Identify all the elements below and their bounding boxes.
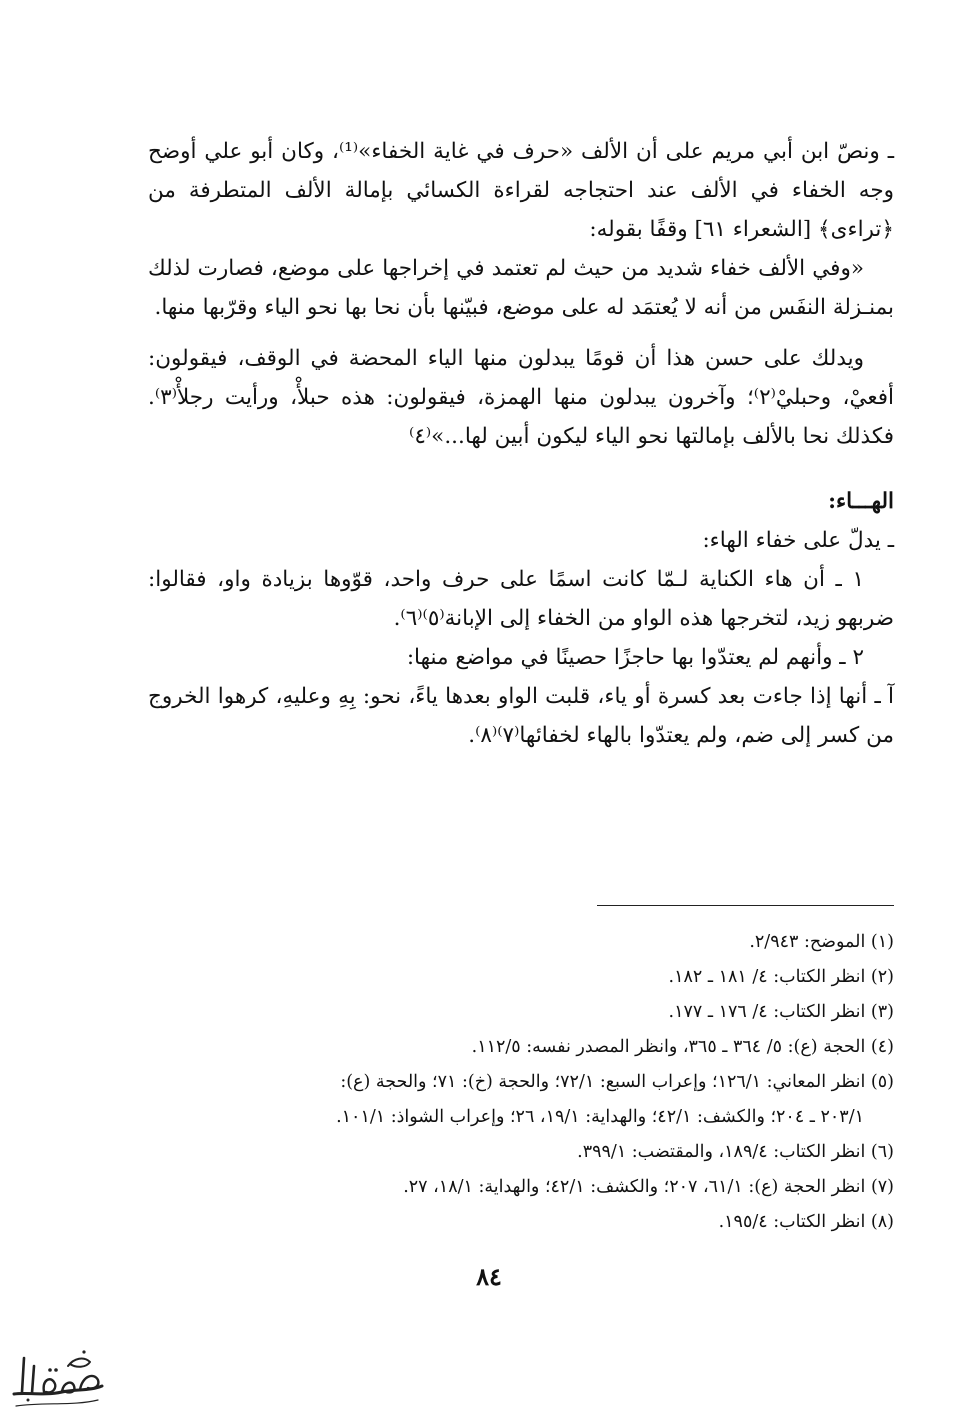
- footnote-3: (٣) انظر الكتاب: ٤/ ١٧٦ ـ ١٧٧.: [668, 1002, 894, 1022]
- footnote-5-line-1: (٥) انظر المعاني: ١٢٦/١؛ وإعراب السبع: ٧٢/١؛ والحجة (خ): ٧١؛ والحجة (ع):: [340, 1072, 894, 1092]
- quote-paragraph-1: «وفي الألف خفاء شديد من حيث لم تعتمد في إخراجها على موضع، فصارت لذلك بمنـزلة النفَس من أنه لا يُعتمَد له على موضع، فبيّنها بأن نحا بها نحو الياء وقرّبها منها.: [148, 256, 894, 320]
- footnote-divider: [597, 905, 894, 906]
- footnote-5-line-2: ٢٠٣/١ ـ ٢٠٤؛ والكشف: ٤٢/١؛ والهداية: ١٩/١، ٢٦؛ وإعراب الشواذ: ١٠١/١.: [336, 1107, 864, 1127]
- section-point-2a: آ ـ أنها إذا جاءت بعد كسرة أو ياء، قلبت الواو بعدها ياءً، نحو: بِهِ وعليهِ، كرهوا الخروج من كسر إلى ضم، ولم يعتدّوا بالهاء لخفائها⁽٧⁾⁽٨⁾.: [148, 684, 894, 748]
- footnote-6: (٦) انظر الكتاب: ١٨٩/٤، والمقتضب: ٣٩٩/١.: [577, 1142, 894, 1162]
- calligraphy-logo: [4, 1336, 108, 1412]
- section-heading: الهـــاء:: [828, 489, 894, 514]
- main-text: [148, 132, 894, 755]
- calligraphy-logo-icon: [4, 1336, 108, 1412]
- quote-paragraph-2: ويدلك على حسن هذا أن قومًا يبدلون منها الياء المحضة في الوقف، فيقولون: أفعيْ، وحبليْ⁽٢⁾؛ وآخرون يبدلون منها الهمزة، فيقولون: هذه حبلأْ، ورأيت رجلأْ⁽٣⁾. فكذلك نحا بالألف بإمالتها نحو الياء ليكون أبين لها...»⁽٤⁾: [148, 346, 894, 449]
- footnote-7: (٧) انظر الحجة (ع): ٦١/١، ٢٠٧؛ والكشف: ٤٢/١؛ والهداية: ١٨/١، ٢٧.: [403, 1177, 894, 1197]
- footnote-8: (٨) انظر الكتاب: ١٩٥/٤.: [718, 1212, 894, 1232]
- page-number: ٨٤: [476, 1262, 502, 1291]
- footnotes: [148, 925, 894, 1240]
- section-point-1: ١ ـ أن هاء الكناية لـمّا كانت اسمًا على حرف واحد، قوّوها بزيادة واو، فقالوا: ضربهو زيد، لتخرجها هذه الواو من الخفاء إلى الإبانة⁽٥⁾⁽٦⁾.: [148, 567, 894, 631]
- footnote-1: (١) الموضح: ٢/٩٤٣.: [749, 932, 894, 952]
- footnote-5: [148, 1065, 894, 1135]
- section-point-2: ٢ ـ وأنهم لم يعتدّوا بها حاجزًا حصينًا في مواضع منها:: [406, 645, 864, 670]
- footnote-2: (٢) انظر الكتاب: ٤/ ١٨١ ـ ١٨٢.: [668, 967, 894, 987]
- paragraph-1: ـ ونصّ ابن أبي مريم على أن الألف «حرف في غاية الخفاء»⁽¹⁾، وكان أبو علي أوضح وجه الخفاء في الألف عند احتجاجه لقراءة الكسائي بإمالة الألف المتطرفة من ﴿تراءى﴾ [الشعراء ٦١] وقفًا بقوله:: [148, 139, 894, 242]
- section-intro: ـ يدلّ على خفاء الهاء:: [702, 528, 894, 553]
- footnote-4: (٤) الحجة (ع): ٥/ ٣٦٤ ـ ٣٦٥، وانظر المصدر نفسه: ١١٢/٥.: [471, 1037, 894, 1057]
